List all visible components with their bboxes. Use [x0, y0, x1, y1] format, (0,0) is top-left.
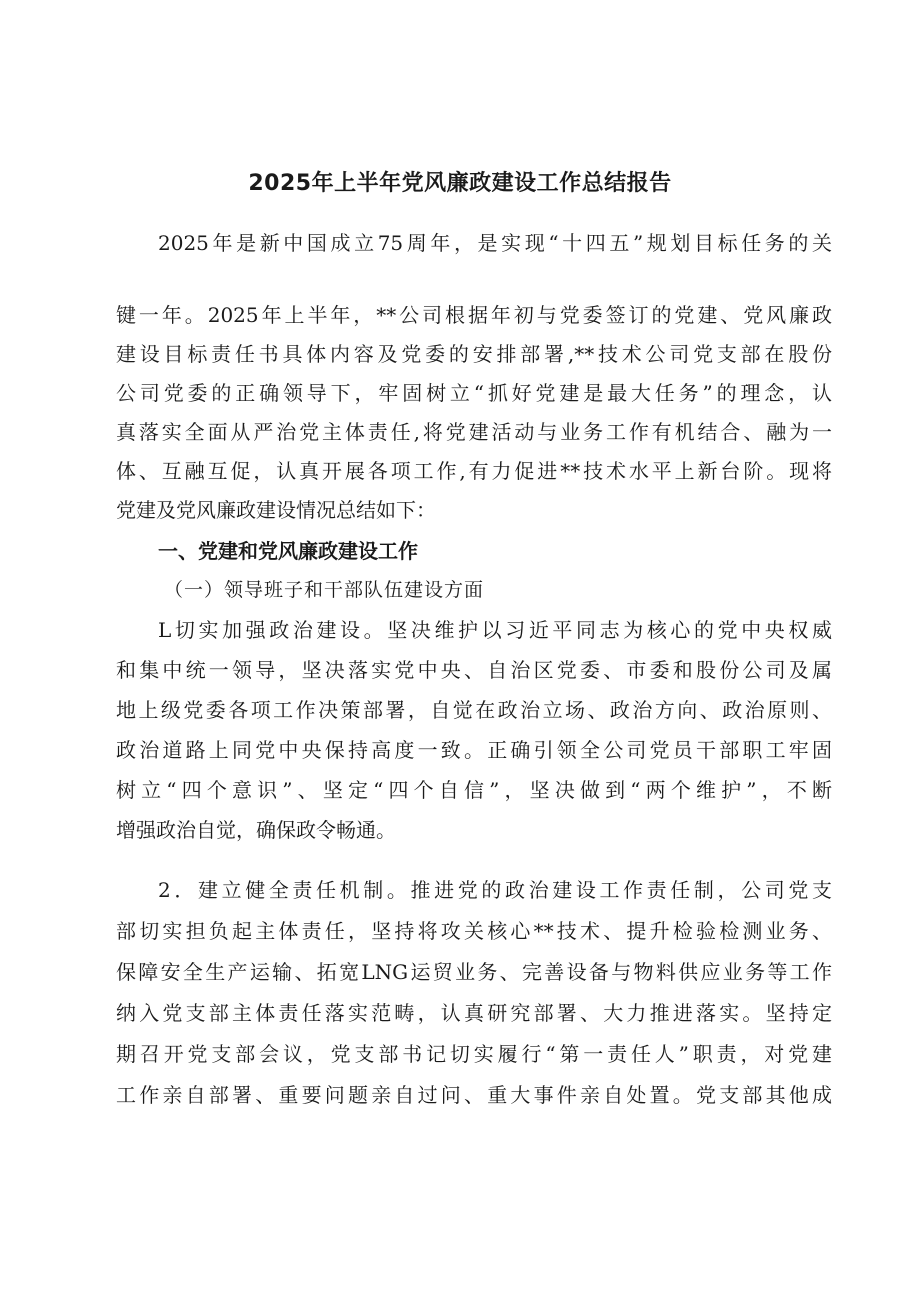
- section-heading: 一、党建和党风廉政建设工作: [158, 539, 418, 563]
- document-title: 2025年上半年党风廉政建设工作总结报告: [248, 171, 672, 196]
- paragraph-1-line-4: 公司党委的正确领导下，牢固树立“抓好党建是最大任务”的理念，认: [116, 381, 832, 405]
- paragraph-1-line-3: 建设目标责任书具体内容及党委的安排部署,**技术公司党支部在股份: [116, 342, 832, 366]
- paragraph-3-line-6: 工作亲自部署、重要问题亲自过问、重大事件亲自处置。党支部其他成: [116, 1083, 832, 1107]
- paragraph-1-line-6: 体、互融互促，认真开展各项工作,有力促进**技术水平上新台阶。现将: [116, 459, 832, 483]
- paragraph-2-line-1: L切实加强政治建设。坚决维护以习近平同志为核心的党中央权威: [158, 618, 832, 642]
- paragraph-1-line-5: 真落实全面从严治党主体责任,将党建活动与业务工作有机结合、融为一: [116, 420, 832, 444]
- paragraph-3-line-4: 纳入党支部主体责任落实范畴，认真研究部署、大力推进落实。坚持定: [116, 1001, 832, 1025]
- paragraph-2-line-6: 增强政治自觉，确保政令畅通。: [116, 818, 396, 842]
- paragraph-2-line-4: 政治道路上同党中央保持高度一致。正确引领全公司党员干部职工牢固: [116, 738, 832, 762]
- paragraph-3-line-2: 部切实担负起主体责任，坚持将攻关核心**技术、提升检验检测业务、: [116, 919, 832, 943]
- paragraph-2-line-2: 和集中统一领导，坚决落实党中央、自治区党委、市委和股份公司及属: [116, 658, 832, 682]
- paragraph-2-line-3: 地上级党委各项工作决策部署，自觉在政治立场、政治方向、政治原则、: [116, 698, 832, 722]
- paragraph-3-line-3: 保障安全生产运输、拓宽LNG运贸业务、完善设备与物料供应业务等工作: [116, 960, 832, 984]
- subsection-heading: （一）领导班子和干部队伍建设方面: [164, 579, 485, 601]
- paragraph-2-line-5: 树立“四个意识”、坚定“四个自信”，坚决做到“两个维护”，不断: [116, 778, 832, 802]
- paragraph-3-line-5: 期召开党支部会议，党支部书记切实履行“第一责任人”职责，对党建: [116, 1042, 832, 1066]
- paragraph-1-line-1: 2025年是新中国成立75周年，是实现“十四五”规划目标任务的关: [158, 231, 832, 255]
- paragraph-3-line-1: 2．建立健全责任机制。推进党的政治建设工作责任制，公司党支: [158, 878, 832, 902]
- paragraph-1-line-2: 键一年。2025年上半年，**公司根据年初与党委签订的党建、党风廉政: [116, 303, 832, 327]
- paragraph-1-line-7: 党建及党风廉政建设情况总结如下：: [116, 498, 436, 522]
